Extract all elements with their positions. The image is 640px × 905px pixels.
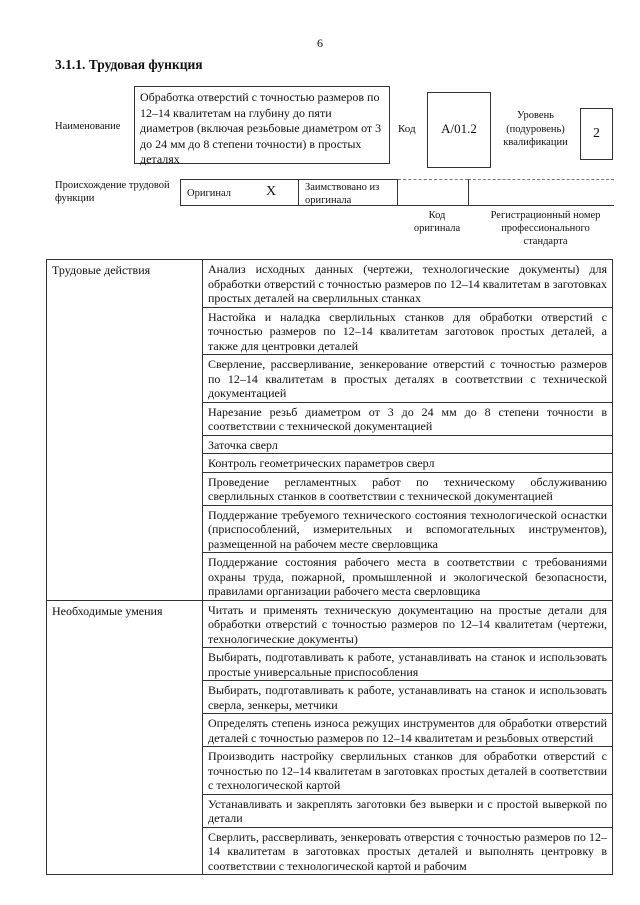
original-label: Оригинал [187,188,231,199]
table-row [47,600,613,648]
table-cell-item: Настойка и наладка сверлильных станков для обработки отверстий с точностью размеров по 12–14 квалитетам заготовок простых деталей, а также для центровки деталей [203,307,613,355]
code-label: Код [398,123,416,135]
table-cell-item: Сверление, рассверливание, зенкерование отверстий с точностью размеров по 12–14 квалитетам в простых деталях в соответствии с технической документацией [203,355,613,403]
name-label: Наименование [55,121,121,132]
table-cell-item: Контроль геометрических параметров сверл [203,454,613,473]
table-cell-item: Анализ исходных данных (чертежи, технологические документы) для обработки отверстий с точностью размеров по 12–14 квалитетам в заготовках простых деталей на сверлильных станках [203,260,613,308]
table-cell-item: Производить настройку сверлильных станков для обработки отверстий с точностью по 12–14 квалитетам в заготовках простых деталей в соответствии с технологической картой [203,747,613,795]
reg-number-label: Регистрационный номер профессионального стандарта [490,210,601,247]
reg-number-cell [468,179,614,206]
table-cell-item: Выбирать, подготавливать к работе, устанавливать на станок и использовать простые универсальные приспособления [203,648,613,681]
borrowed-label: Заимствовано из оригинала [305,182,380,206]
original-code-label: Код оригинала [413,210,461,234]
section-heading: 3.1.1. Трудовая функция [55,57,203,72]
original-mark: X [266,184,277,199]
table-cell-item: Выбирать, подготавливать к работе, устанавливать на станок и использовать сверла, зенкеры, метчики [203,681,613,714]
table-row [47,260,613,308]
function-table [46,259,613,875]
original-code-cell [398,179,468,206]
section-title: Трудовые действия [47,260,203,601]
section-title: Необходимые умения [47,600,203,875]
table-cell-item: Поддержание требуемого технического состояния технологической оснастки (приспособлений, измерительных и вспомогательных инструментов), размещенной на рабочем месте сверловщика [203,505,613,553]
origin-label: Происхождение трудовой функции [55,180,170,204]
table-cell-item: Читать и применять техническую документацию на простые детали для обработки отверстий с точностью размеров по 12–14 квалитетам (чертежи, технологические документы) [203,600,613,648]
level-value: 2 [580,108,613,160]
table-cell-item: Проведение регламентных работ по техническому обслуживанию сверлильных станков в соответствии с технической документацией [203,472,613,505]
table-cell-item: Заточка сверл [203,435,613,454]
page-number: 6 [317,36,323,50]
table-cell-item: Устанавливать и закреплять заготовки без выверки и с простой выверкой по детали [203,794,613,827]
table-cell-item: Определять степень износа режущих инструментов для обработки отверстий деталей с точностью размеров по 12–14 квалитетам и резьбовых отверстий [203,714,613,747]
level-label: Уровень (подуровень) квалификации [503,110,568,148]
table-cell-item: Поддержание состояния рабочего места в соответствии с требованиями охраны труда, пожарной, промышленной и экологической безопасности, правилами организации рабочего места сверловщика [203,553,613,601]
function-name-box: Обработка отверстий с точностью размеров по 12–14 квалитетам на глубину до пяти диаметров (включая резьбовые диаметром от 3 до 24 мм до 8 степени точности) в простых деталях [134,86,390,164]
code-value: А/01.2 [441,121,477,136]
table-cell-item: Сверлить, рассверливать, зенкеровать отверстия с точностью размеров по 12–14 квалитетам в заготовках простых деталей и выполнять центровку в соответствии с технологической картой и рабочим [203,827,613,875]
table-cell-item: Нарезание резьб диаметром от 3 до 24 мм до 8 степени точности в соответствии с технической документацией [203,402,613,435]
